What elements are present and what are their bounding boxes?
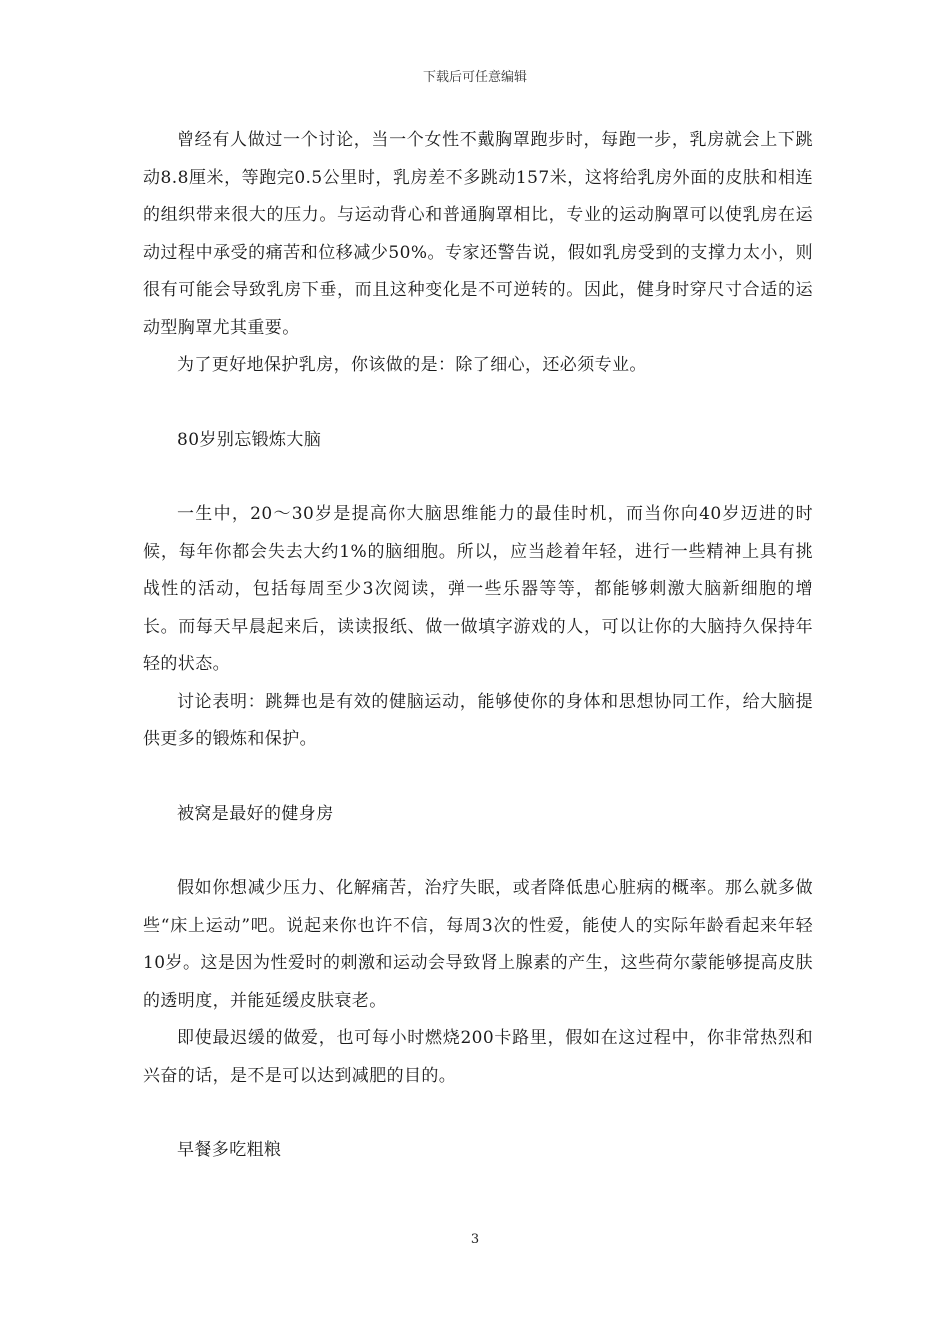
- body-paragraph: 为了更好地保护乳房，你该做的是：除了细心，还必须专业。: [177, 355, 647, 375]
- section-heading: 被窝是最好的健身房: [177, 803, 334, 824]
- body-paragraph: 一生中，20～30岁是提高你大脑思维能力的最佳时机，而当你向40岁迈进的时候，每年你都会失去大约1%的脑细胞。所以，应当趁着年轻，进行一些精神上具有挑战性的活动，包括每周至少3次阅读，弹一些乐器等等，都能够刺激大脑新细胞的增长。而每天早晨起来后，读读报纸、做一做填字游戏的人，可以让你的大脑持久保持年轻的状态。: [143, 504, 813, 674]
- section-heading: 早餐多吃粗粮: [177, 1140, 282, 1160]
- body-paragraph: 讨论表明：跳舞也是有效的健脑运动，能够使你的身体和思想协同工作，给大脑提供更多的锻炼和保护。: [143, 691, 813, 749]
- page-header-note: 下载后可任意编辑: [422, 70, 527, 85]
- body-paragraph: 假如你想减少压力、化解痛苦，治疗失眠，或者降低患心脏病的概率。那么就多做些“床上运动”吧。说起来你也许不信，每周3次的性爱，能使人的实际年龄看起来年轻10岁。这是因为性爱时的刺激和运动会导致肾上腺素的产生，这些荷尔蒙能够提高皮肤的透明度，并能延缓皮肤衰老。: [143, 878, 813, 1011]
- body-paragraph: 即使最迟缓的做爱，也可每小时燃烧200卡路里，假如在这过程中，你非常热烈和兴奋的话，是不是可以达到减肥的目的。: [143, 1028, 813, 1086]
- section-heading: 80岁别忘锻炼大脑: [177, 429, 322, 450]
- body-paragraph: 曾经有人做过一个讨论，当一个女性不戴胸罩跑步时，每跑一步，乳房就会上下跳动8.8厘米，等跑完0.5公里时，乳房差不多跳动157米，这将给乳房外面的皮肤和相连的组织带来很大的压力。与运动背心和普通胸罩相比，专业的运动胸罩可以使乳房在运动过程中承受的痛苦和位移减少50%。专家还警告说，假如乳房受到的支撑力太小，则很有可能会导致乳房下垂，而且这种变化是不可逆转的。因此，健身时穿尺寸合适的运动型胸罩尤其重要。: [143, 130, 813, 338]
- page-number: 3: [470, 1232, 480, 1247]
- document-body: [143, 122, 813, 1170]
